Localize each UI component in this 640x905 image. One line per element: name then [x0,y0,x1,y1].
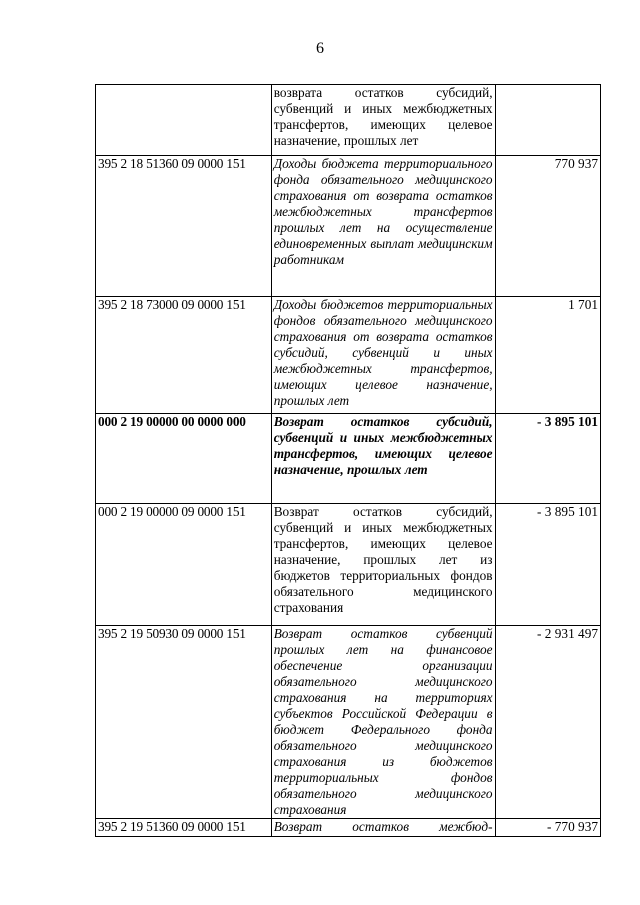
row-amount: - 3 895 101 [495,414,600,504]
row-description: возврата остатков субсидий, субвенций и иных межбюджетных трансфертов, имеющих целевое назначение, прошлых лет [271,85,495,156]
row-amount: - 2 931 497 [495,626,600,819]
row-description: Возврат остатков субсидий, субвенций и иных межбюджетных трансфертов, имеющих целевое назначение, прошлых лет [271,414,495,504]
table-row [96,156,601,297]
row-code [96,85,272,156]
row-code: 395 2 18 73000 09 0000 151 [96,297,272,414]
row-amount: 1 701 [495,297,600,414]
row-amount: - 3 895 101 [495,504,600,626]
row-description: Доходы бюджетов территориальных фондов обязательного медицинского страхования от возврата остатков субсидий, субвенций и иных межбюджетных трансфертов, имеющих целевое назначение, прошлых лет [271,297,495,414]
row-code: 395 2 18 51360 09 0000 151 [96,156,272,297]
row-amount: - 770 937 [495,819,600,837]
row-amount: 770 937 [495,156,600,297]
row-amount [495,85,600,156]
row-description: Возврат остатков межбюд- [271,819,495,837]
table-row [96,819,601,837]
table-row [96,297,601,414]
table-row [96,504,601,626]
row-code: 000 2 19 00000 00 0000 000 [96,414,272,504]
row-description: Доходы бюджета территориального фонда обязательного медицинского страхования от возврата остатков межбюджетных трансфертов прошлых лет на осуществление единовременных выплат медицинским работникам [271,156,495,297]
table-row [96,626,601,819]
budget-table [95,84,601,837]
page-number: 6 [316,40,324,57]
table-row [96,85,601,156]
row-code: 395 2 19 51360 09 0000 151 [96,819,272,837]
row-code: 395 2 19 50930 09 0000 151 [96,626,272,819]
row-code: 000 2 19 00000 09 0000 151 [96,504,272,626]
table-row [96,414,601,504]
row-description: Возврат остатков субвенций прошлых лет на финансовое обеспечение организации обязательного медицинского страхования на территориях субъектов Российской Федерации в бюджет Федерального фонда обязательного медицинского страхования из бюджетов территориальных фондов обязательного медицинского страхования [271,626,495,819]
row-description: Возврат остатков субсидий, субвенций и иных межбюджетных трансфертов, имеющих целевое назначение, прошлых лет из бюджетов территориальных фондов обязательного медицинского страхования [271,504,495,626]
